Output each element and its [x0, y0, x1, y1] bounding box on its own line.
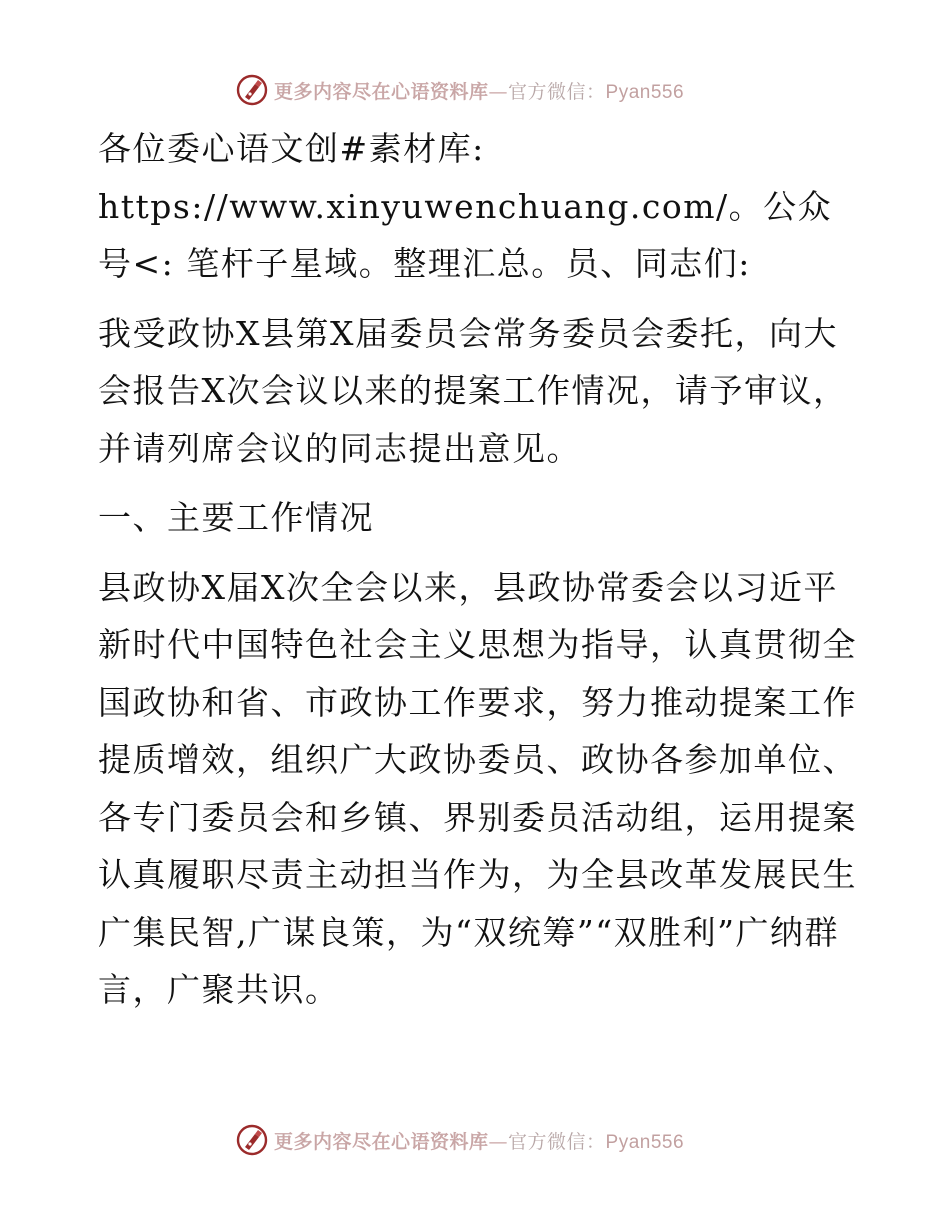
header-banner	[236, 72, 716, 108]
banner-site-text: 更多内容尽在心语资料库	[274, 1130, 489, 1153]
banner-wechat-label: 官方微信：	[508, 1130, 606, 1153]
banner-text	[274, 1127, 684, 1154]
banner-separator: —	[488, 80, 509, 103]
banner-separator: —	[488, 1130, 509, 1153]
banner-text	[274, 77, 684, 104]
pen-nib-logo-icon	[236, 1124, 268, 1156]
footer-banner	[236, 1122, 716, 1158]
banner-wechat-id: Pyan556	[605, 81, 685, 103]
banner-wechat-id: Pyan556	[605, 1131, 685, 1153]
pen-nib-logo-icon	[236, 74, 268, 106]
greeting-paragraph: 各位委心语文创#素材库: https://www.xinyuwenchuang.com/。公众号<: 笔杆子星域。整理汇总。员、同志们:	[98, 129, 833, 283]
section-paragraph: 县政协X届X次全会以来，县政协常委会以习近平新时代中国特色社会主义思想为指导，认真贯彻全国政协和省、市政协工作要求，努力推动提案工作提质增效，组织广大政协委员、政协各参加单位、各专门委员会和乡镇、界别委员活动组，运用提案认真履职尽责主动担当作为，为全县改革发展民生广集民智,广谋良策，为“双统筹”“双胜利”广纳群言，广聚共识。	[98, 567, 857, 1009]
banner-wechat-label: 官方微信：	[508, 80, 606, 103]
intro-paragraph: 我受政协X县第X届委员会常务委员会委托，向大会报告X次会议以来的提案工作情况，请予审议，并请列席会议的同志提出意见。	[98, 313, 848, 468]
document-body	[98, 120, 858, 1031]
banner-site-text: 更多内容尽在心语资料库	[274, 80, 489, 103]
section-heading: 一、主要工作情况	[98, 498, 374, 537]
